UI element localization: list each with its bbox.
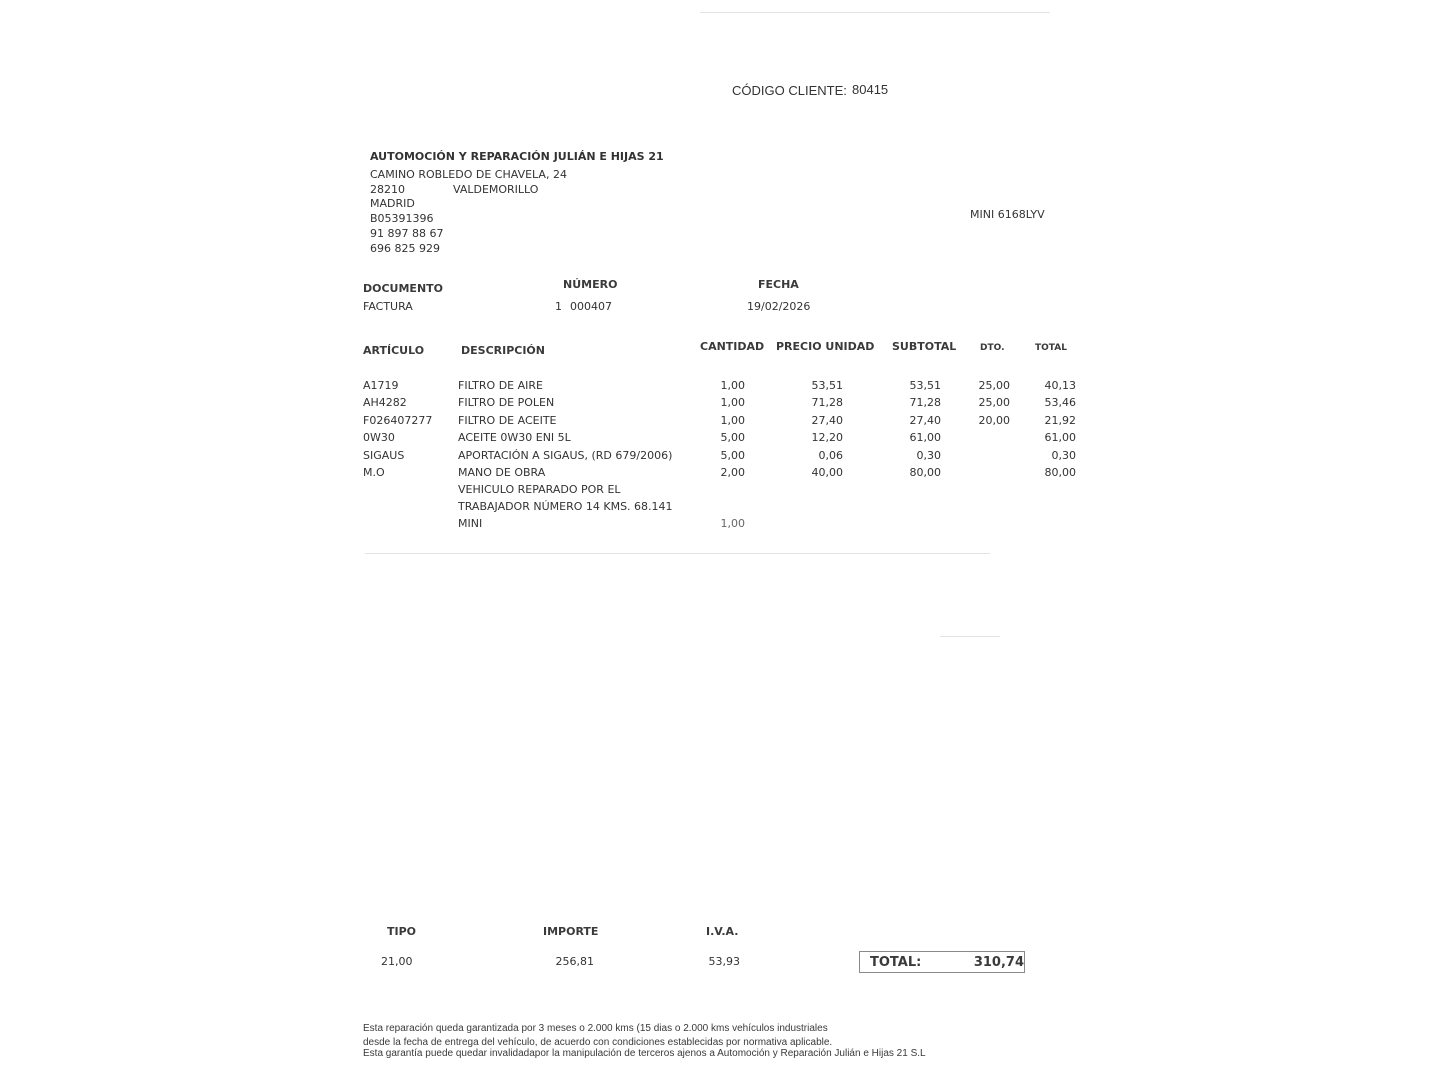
cell-descripcion: MANO DE OBRA	[458, 466, 546, 479]
summary-tipo-label: TIPO	[387, 925, 417, 938]
scan-artifact-line	[700, 12, 1050, 13]
cell-precio: 71,28	[811, 396, 843, 409]
summary-importe-label: IMPORTE	[543, 925, 599, 938]
extra-line-quantity: 1,00	[720, 517, 745, 530]
number-series: 1	[555, 300, 562, 313]
date-label: FECHA	[758, 278, 799, 291]
company-city: VALDEMORILLO	[453, 183, 539, 196]
cell-articulo: A1719	[363, 379, 399, 392]
summary-importe-value: 256,81	[555, 955, 594, 968]
extra-line-description: MINI	[458, 517, 483, 530]
legal-line: Esta reparación queda garantizada por 3 meses o 2.000 kms (15 dias o 2.000 kms vehículos industriales	[363, 1023, 828, 1034]
cell-dto: 25,00	[978, 396, 1010, 409]
summary-iva-label: I.V.A.	[706, 925, 739, 938]
legal-line: Esta garantía puede quedar invalidadapor la manipulación de terceros ajenos a Automoción y Reparación Julián e Hijas 21 S.L	[363, 1048, 926, 1059]
vehicle-id: MINI 6168LYV	[970, 208, 1045, 221]
col-header-precio: PRECIO UNIDAD	[776, 340, 875, 353]
cell-subtotal: 71,28	[909, 396, 941, 409]
cell-articulo: M.O	[363, 466, 385, 479]
cell-total: 61,00	[1044, 431, 1076, 444]
number-value: 000407	[570, 300, 612, 313]
cell-cantidad: 2,00	[720, 466, 745, 479]
client-code-label: CÓDIGO CLIENTE:	[732, 83, 847, 98]
cell-articulo: 0W30	[363, 431, 395, 444]
document-value: FACTURA	[363, 300, 413, 313]
cell-cantidad: 5,00	[720, 431, 745, 444]
cell-precio: 27,40	[811, 414, 843, 427]
cell-descripcion: ACEITE 0W30 ENI 5L	[458, 431, 571, 444]
cell-subtotal: 61,00	[909, 431, 941, 444]
client-code-value: 80415	[852, 82, 889, 97]
cell-descripcion: FILTRO DE AIRE	[458, 379, 543, 392]
cell-descripcion: FILTRO DE ACEITE	[458, 414, 557, 427]
cell-articulo: F026407277	[363, 414, 433, 427]
cell-cantidad: 1,00	[720, 396, 745, 409]
note-line: TRABAJADOR NÚMERO 14 KMS. 68.141	[458, 500, 673, 513]
company-postal-code: 28210	[370, 183, 405, 196]
cell-descripcion: FILTRO DE POLEN	[458, 396, 555, 409]
cell-dto: 20,00	[978, 414, 1010, 427]
total-value: 310,74	[973, 955, 1024, 970]
col-header-cantidad: CANTIDAD	[700, 340, 765, 353]
summary-iva-value: 53,93	[708, 955, 740, 968]
col-header-total: TOTAL	[1035, 343, 1067, 353]
total-label: TOTAL:	[870, 955, 922, 970]
cell-total: 40,13	[1044, 379, 1076, 392]
cell-articulo: AH4282	[363, 396, 407, 409]
cell-precio: 53,51	[811, 379, 843, 392]
company-phone-2: 696 825 929	[370, 242, 440, 255]
company-phone-1: 91 897 88 67	[370, 227, 444, 240]
company-tax-id: B05391396	[370, 212, 434, 225]
cell-subtotal: 27,40	[909, 414, 941, 427]
cell-subtotal: 53,51	[909, 379, 941, 392]
company-address: CAMINO ROBLEDO DE CHAVELA, 24	[370, 168, 567, 181]
company-province: MADRID	[370, 197, 415, 210]
col-header-descripcion: DESCRIPCIÓN	[461, 344, 545, 357]
cell-cantidad: 5,00	[720, 449, 745, 462]
cell-total: 53,46	[1044, 396, 1076, 409]
note-line: VEHICULO REPARADO POR EL	[458, 483, 621, 496]
cell-total: 0,30	[1051, 449, 1076, 462]
cell-precio: 12,20	[811, 431, 843, 444]
cell-descripcion: APORTACIÓN A SIGAUS, (RD 679/2006)	[458, 449, 673, 462]
scan-artifact-line	[365, 553, 990, 554]
cell-total: 80,00	[1044, 466, 1076, 479]
cell-total: 21,92	[1044, 414, 1076, 427]
col-header-articulo: ARTÍCULO	[363, 344, 425, 357]
legal-line: desde la fecha de entrega del vehículo, de acuerdo con condiciones establecidas por normativa aplicable.	[363, 1037, 833, 1048]
date-value: 19/02/2026	[747, 300, 811, 313]
col-header-subtotal: SUBTOTAL	[892, 340, 957, 353]
scan-artifact-line	[940, 636, 1000, 637]
cell-cantidad: 1,00	[720, 414, 745, 427]
number-label: NÚMERO	[563, 278, 618, 291]
cell-dto: 25,00	[978, 379, 1010, 392]
cell-precio: 0,06	[818, 449, 843, 462]
document-label: DOCUMENTO	[363, 282, 444, 295]
cell-cantidad: 1,00	[720, 379, 745, 392]
cell-subtotal: 80,00	[909, 466, 941, 479]
cell-subtotal: 0,30	[916, 449, 941, 462]
summary-tipo-value: 21,00	[381, 955, 413, 968]
cell-articulo: SIGAUS	[363, 449, 405, 462]
company-name: AUTOMOCIÓN Y REPARACIÓN JULIÁN E HIJAS 21	[370, 150, 664, 163]
col-header-dto: DTO.	[980, 343, 1005, 353]
cell-precio: 40,00	[811, 466, 843, 479]
